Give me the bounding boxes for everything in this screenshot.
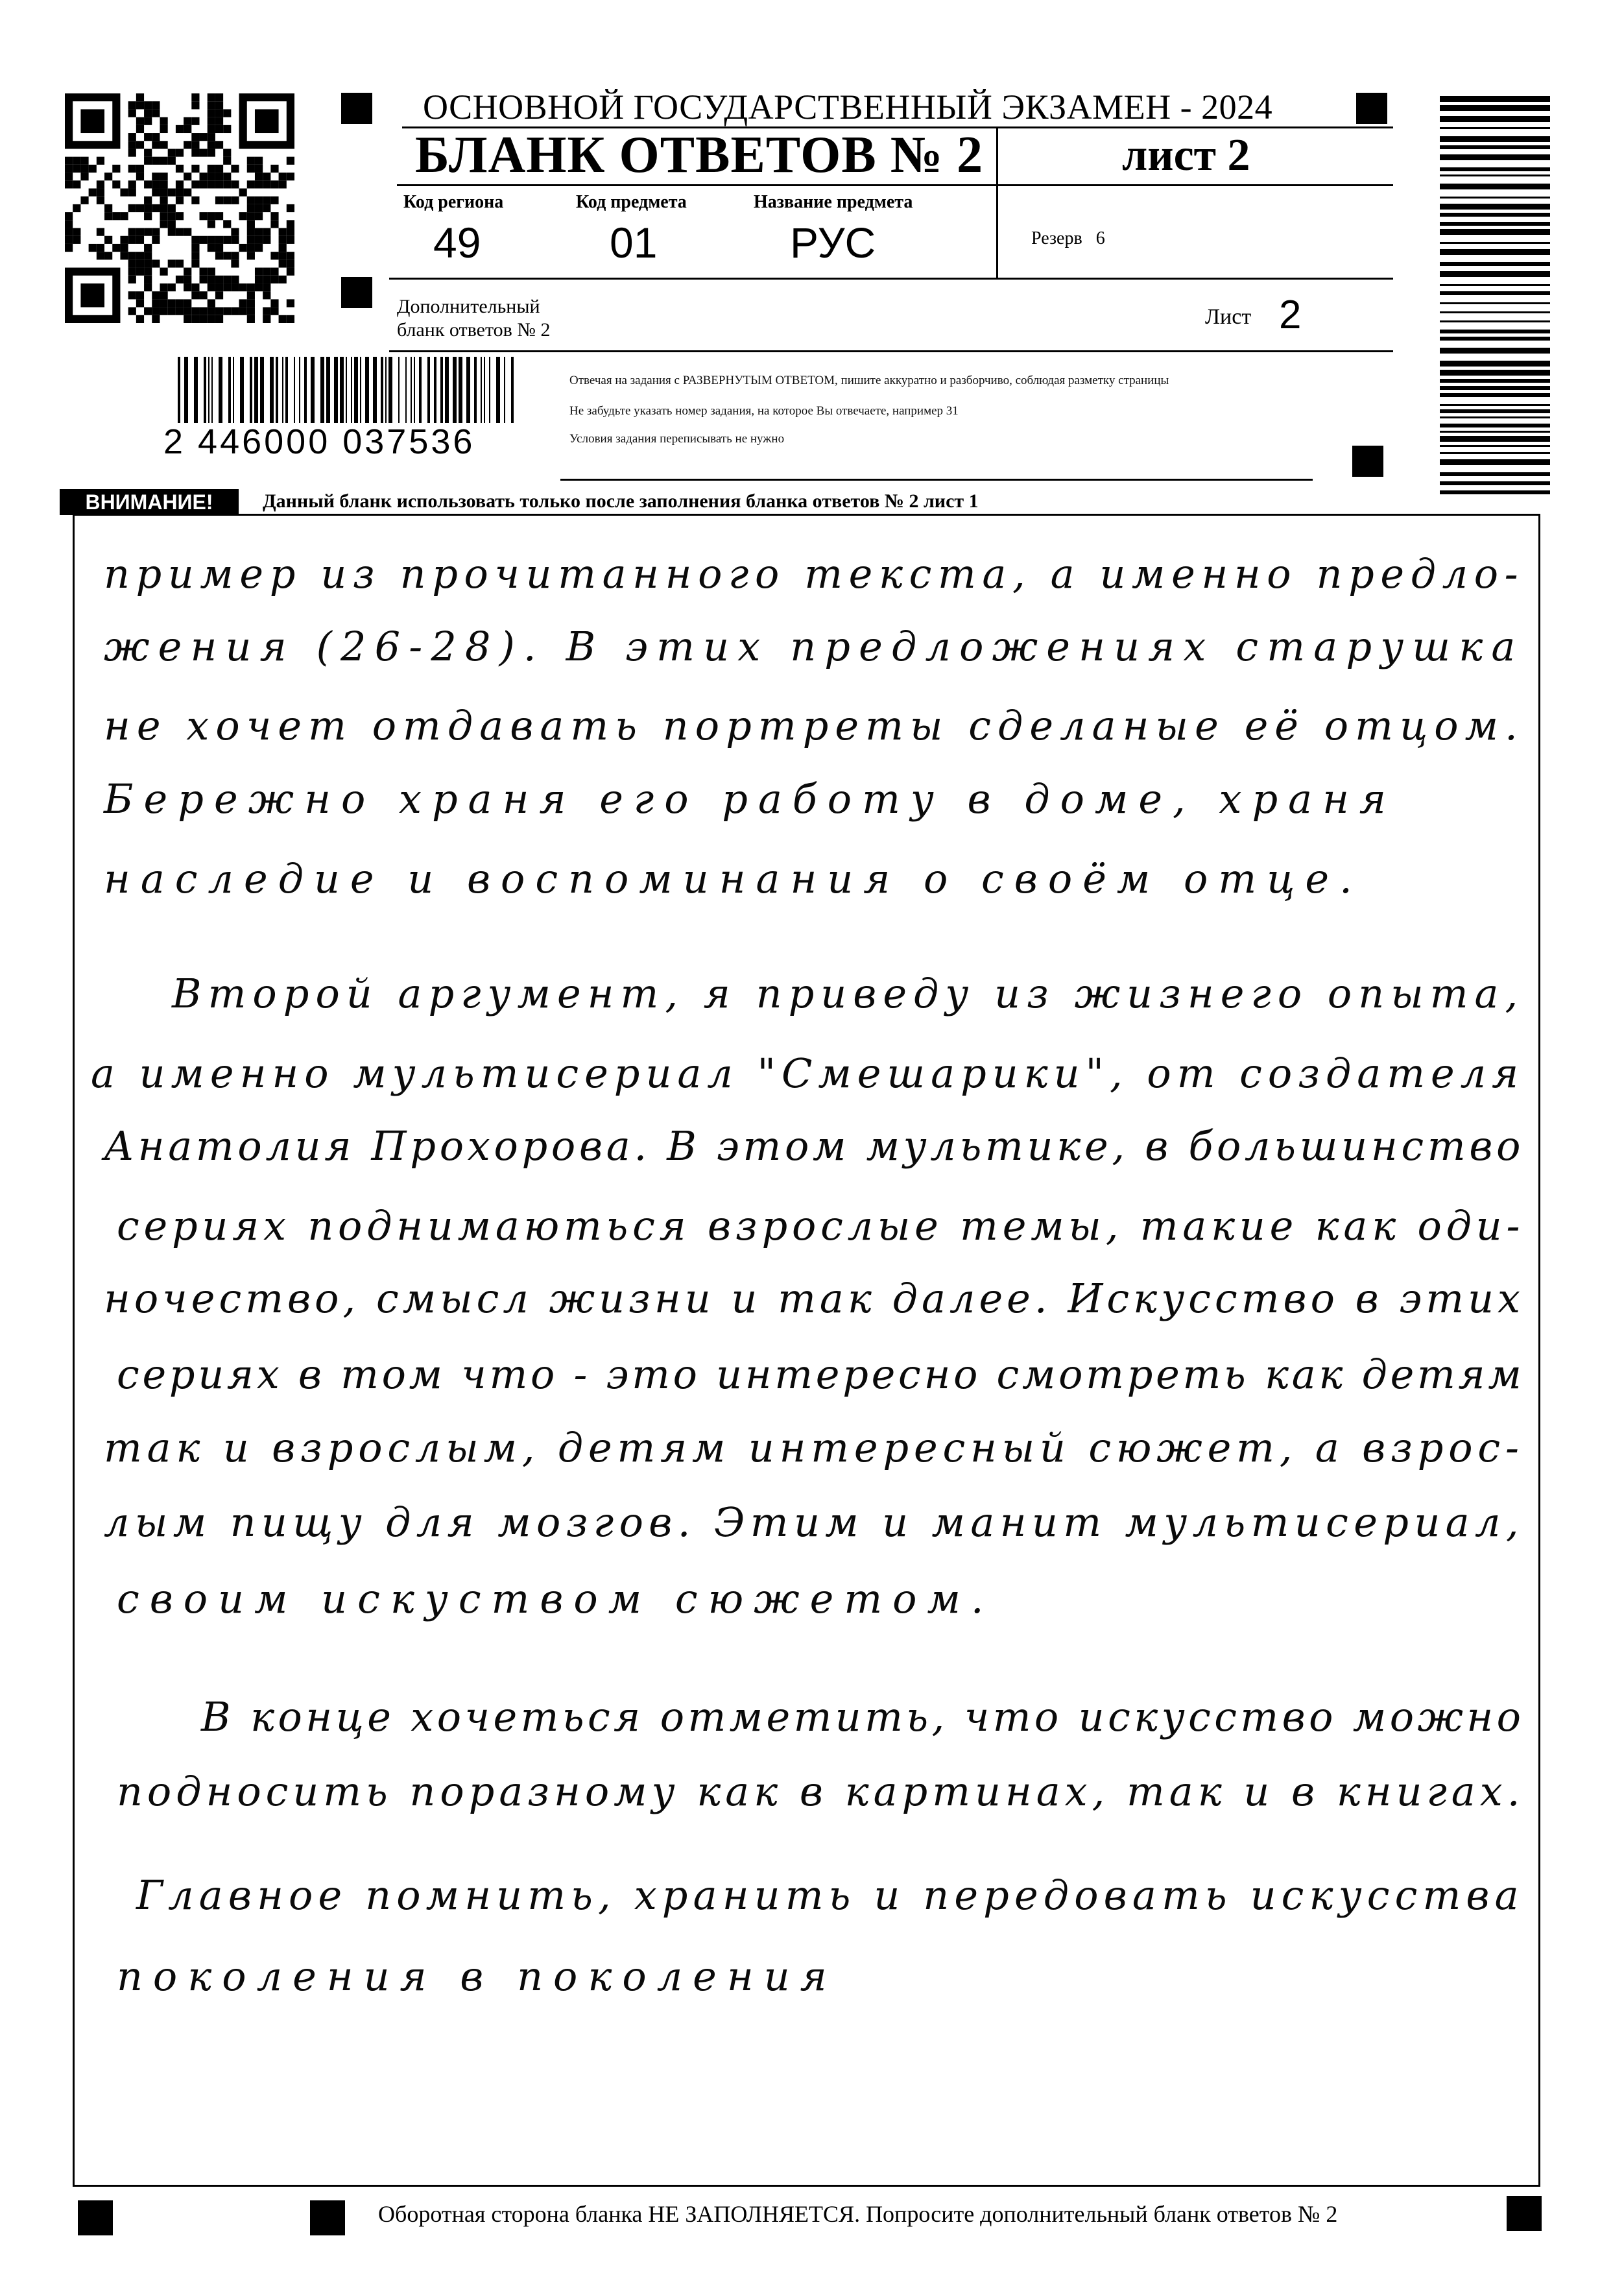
instruction-line: Не забудьте указать номер задания, на которое Вы отвечаете, например 31 (569, 404, 959, 418)
attention-badge: ВНИМАНИЕ! (60, 489, 239, 515)
divider (389, 278, 1393, 280)
answer-line: ночество, смысл жизни и так далее. Искусство в этих (104, 1275, 1525, 1322)
exam-title: ОСНОВНОЙ ГОСУДАРСТВЕННЫЙ ЭКЗАМЕН - 2024 (423, 88, 1273, 126)
answer-line: жения (26-28). В этих предложениях старушка (104, 623, 1524, 670)
answer-line: сериях в том что - это интересно смотреть как детям (117, 1351, 1525, 1398)
marker-square (1507, 2196, 1542, 2231)
barcode (176, 357, 520, 423)
marker-square (310, 2200, 345, 2235)
instruction-line: Отвечая на задания с РАЗВЕРНУТЫМ ОТВЕТОМ, пишите аккуратно и разборчиво, соблюдая разметку страницы (569, 374, 1169, 387)
answer-line: Второй аргумент, я приведу из жизнего опыта, (172, 970, 1525, 1017)
answer-line: а именно мультисериал "Смешарики", от создателя (91, 1050, 1525, 1097)
marker-square (1352, 446, 1383, 477)
answer-line: лым пищу для мозгов. Этим и манит мультисериал, (104, 1498, 1524, 1546)
answer-line: Бережно храня его работу в доме, храня (104, 775, 1396, 823)
reserve-label: Резерв (1031, 228, 1082, 248)
marker-square (341, 93, 372, 124)
answer-line: не хочет отдавать портреты сделаные её отцом. (104, 702, 1524, 749)
extra-blank-label-line1: Дополнительный (397, 296, 540, 317)
reserve-value: 6 (1095, 228, 1105, 248)
footer-note: Оборотная сторона бланка НЕ ЗАПОЛНЯЕТСЯ. Попросите дополнительный бланк ответов № 2 (378, 2201, 1338, 2227)
answer-line: пример из прочитанного текста, а именно предло- (104, 550, 1525, 597)
subject-code-value: 01 (610, 219, 658, 267)
marker-square (1356, 93, 1387, 124)
divider (397, 184, 1393, 186)
sheet-label: Лист (1205, 305, 1252, 329)
divider (560, 479, 1313, 481)
extra-blank-label (397, 295, 550, 342)
sheet-number: 2 (1279, 293, 1302, 337)
answer-line: своим искуством сюжетом. (117, 1575, 994, 1622)
answer-line: так и взрослым, детям интересный сюжет, а взрос- (104, 1424, 1524, 1471)
answer-line: В конце хочеться отметить, что искусство можно (201, 1693, 1525, 1740)
answer-line: сериях поднимаються взрослые темы, такие как оди- (117, 1202, 1525, 1249)
answer-line: Главное помнить, хранить и передовать искусства (136, 1871, 1524, 1919)
list-title: лист 2 (1122, 130, 1250, 180)
extra-blank-label-line2: бланк ответов № 2 (397, 319, 551, 341)
subject-name-value: РУС (790, 219, 876, 267)
marker-square (78, 2200, 113, 2235)
blank-title: БЛАНК ОТВЕТОВ № 2 (415, 126, 984, 184)
barcode-number: 2 446000 037536 (163, 422, 475, 461)
region-value: 49 (433, 219, 481, 267)
region-label: Код региона (403, 192, 504, 212)
side-barcode (1440, 96, 1550, 499)
qr-code (65, 93, 294, 324)
attention-text: Данный бланк использовать только после заполнения бланка ответов № 2 лист 1 (263, 490, 979, 512)
marker-square (341, 277, 372, 308)
answer-line: подносить поразному как в картинах, так и в книгах. (117, 1768, 1525, 1815)
answer-line: наследие и воспоминания о своём отце. (104, 855, 1363, 902)
reserve-field (1031, 228, 1105, 249)
answer-line: поколения в поколения (117, 1953, 837, 2000)
subject-name-label: Название предмета (754, 192, 913, 212)
answer-line: Анатолия Прохорова. В этом мультике, в большинство (104, 1122, 1525, 1170)
instruction-line: Условия задания переписывать не нужно (569, 432, 785, 446)
divider (996, 126, 998, 279)
divider (389, 350, 1393, 352)
subject-code-label: Код предмета (576, 192, 687, 212)
